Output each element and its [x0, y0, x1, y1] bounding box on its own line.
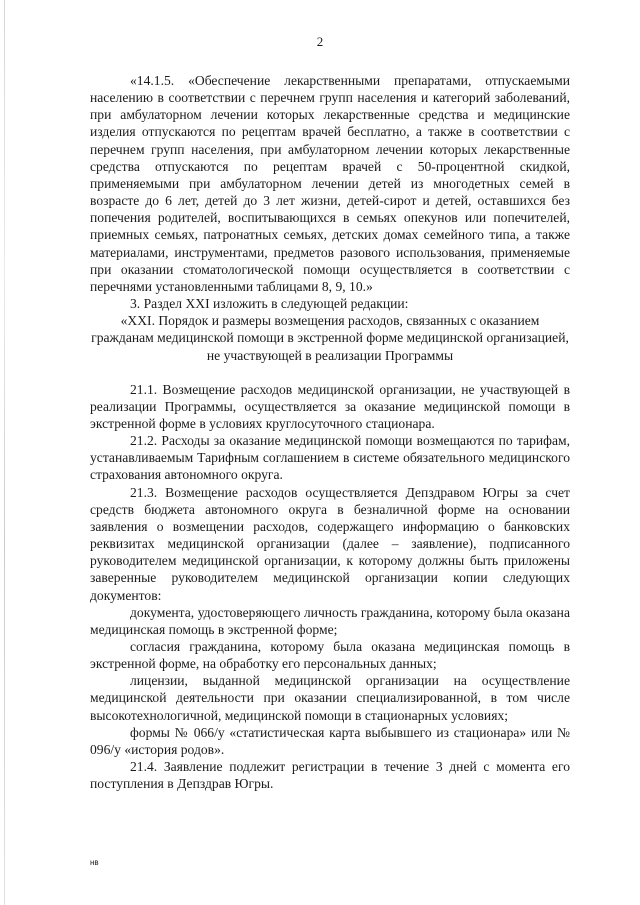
page-number: 2: [316, 34, 324, 49]
paragraph-spacer: [90, 364, 570, 381]
paragraph: формы № 066/у «статистическая карта выбывшего из стационара» или № 096/у «история родов».: [90, 724, 570, 757]
document-body: [90, 72, 570, 792]
paragraph: документа, удостоверяющего личность гражданина, которому была оказана медицинская помощь в экстренной форме;: [90, 604, 570, 637]
paragraph: 21.4. Заявление подлежит регистрации в течение 3 дней с момента его поступления в Депздрав Югры.: [90, 759, 570, 792]
scan-edge: [4, 0, 5, 905]
paragraph: «14.1.5. «Обеспечение лекарственными препаратами, отпускаемыми населению в соответствии с перечнем групп населения и категорий заболеваний, при амбулаторном лечении которых лекарственные средства и медицинские изделия отпускаются по рецептам врачей бесплатно, а также в соответствии с перечнем групп населения, при амбулаторном лечении которых лекарственные средства отпускаются по рецептам врачей с 50-процентной скидкой, применяемыми при амбулаторном лечении детей из многодетных семей в возрасте до 6 лет, детей до 3 лет жизни, детей-сирот и детей, оставшихся без попечения родителей, воспитывающихся в семьях опекунов или попечителей, приемных семьях, патронатных семьях, детских домах семейного типа, а также материалами, инструментами, предметов разового использования, применяемые при оказании стоматологической помощи осуществляется в соответствии с перечнями установленными таблицами 8, 9, 10.»: [90, 73, 570, 294]
paragraph: лицензии, выданной медицинской организации на осуществление медицинской деятельности при оказании специализированной, в том числе высокотехнологичной, медицинской помощи в стационарных условиях;: [90, 673, 570, 723]
paragraph: 21.1. Возмещение расходов медицинской организации, не участвующей в реализации Программы, осуществляется за оказание медицинской помощи в экстренной форме в условиях круглосуточного стационара.: [90, 381, 570, 431]
paragraph: согласия гражданина, которому была оказана медицинская помощь в экстренной форме, на обработку его персональных данных;: [90, 639, 570, 672]
paragraph: 3. Раздел XXI изложить в следующей редакции:: [130, 296, 409, 312]
section-heading: «XXI. Порядок и размеры возмещения расходов, связанных с оказанием гражданам медицинской помощи в экстренной форме медицинской организацией, не участвующей в реализации Программы: [91, 313, 569, 363]
paragraph: 21.2. Расходы за оказание медицинской помощи возмещаются по тарифам, устанавливаемым Тарифным соглашением в системе обязательного медицинского страхования автономного округа.: [90, 433, 570, 483]
paragraph: 21.3. Возмещение расходов осуществляется Депздравом Югры за счет средств бюджета автономного округа в безналичной форме на основании заявления о возмещении расходов, содержащего информацию о банковских реквизитах медицинской организации (далее – заявление), подписанного руководителем медицинской организации, к которому должны быть приложены заверенные руководителем медицинской организации копии следующих документов:: [90, 484, 570, 603]
footer-initials: нв: [90, 858, 99, 867]
